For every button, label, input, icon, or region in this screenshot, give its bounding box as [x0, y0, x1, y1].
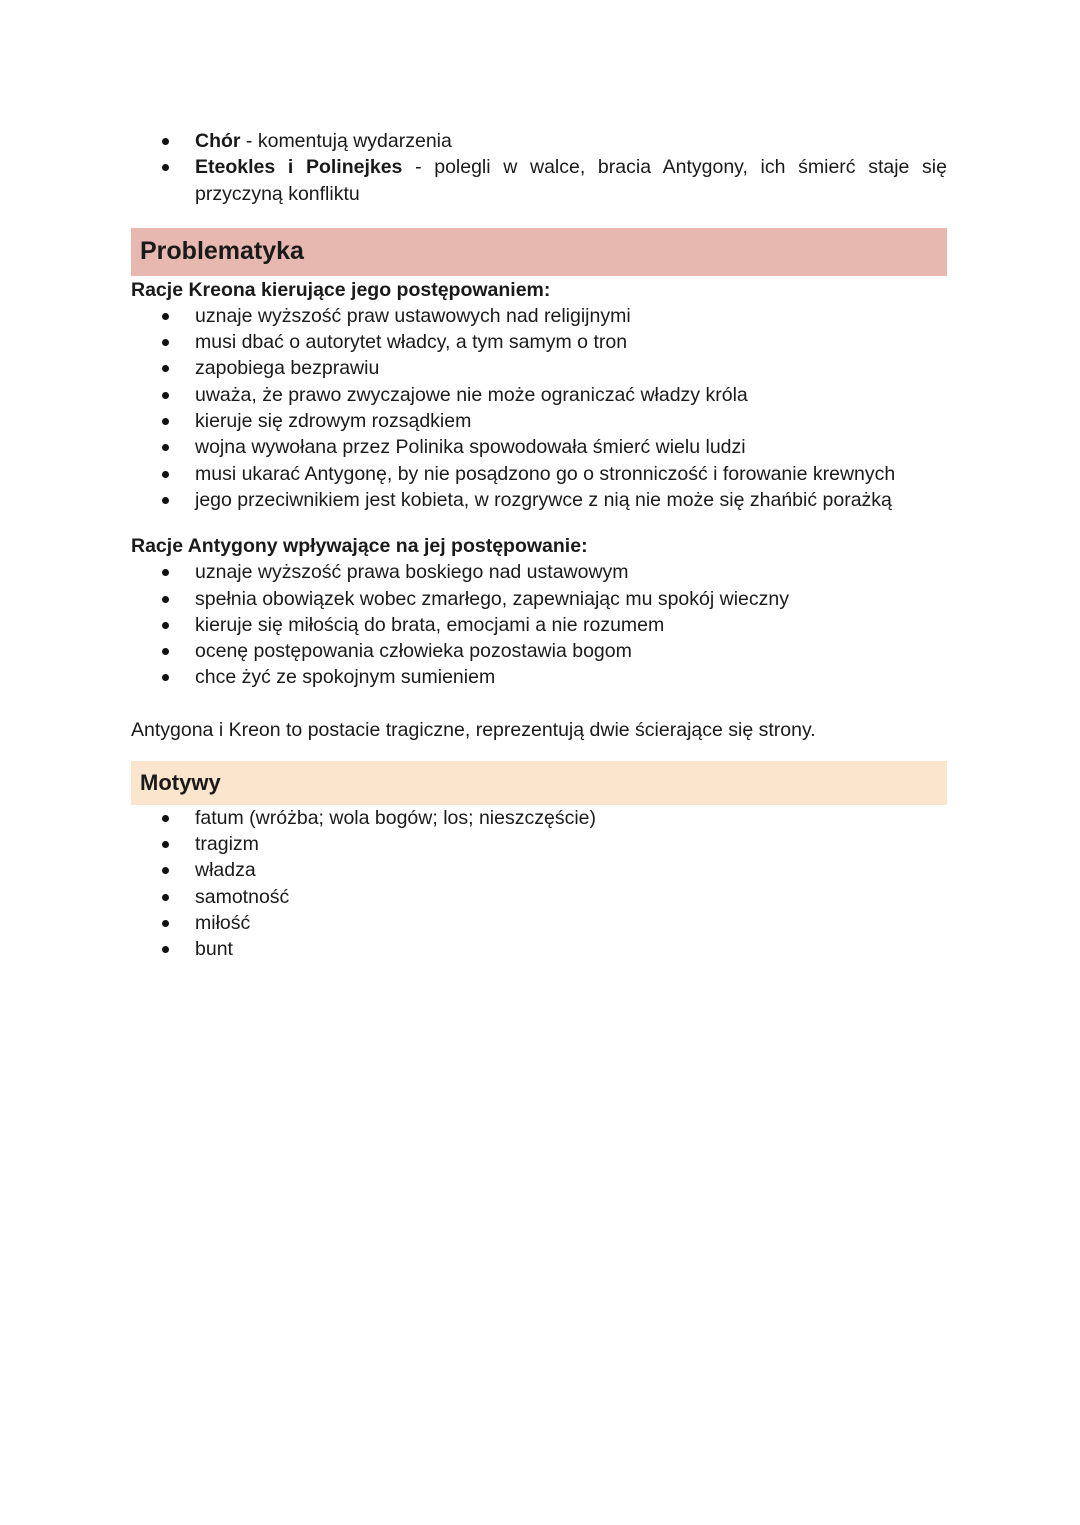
list-item: wojna wywołana przez Polinika spowodowała śmierć wielu ludzi — [195, 434, 947, 460]
kreon-reasons-title: Racje Kreona kierujące jego postępowaniem: — [131, 278, 551, 301]
summary-paragraph: Antygona i Kreon to postacie tragiczne, reprezentują dwie ścierające się strony. — [131, 718, 816, 741]
list-item: jego przeciwnikiem jest kobieta, w rozgrywce z nią nie może się zhańbić porażką — [195, 487, 947, 513]
character-description: polegli w walce, bracia Antygony, ich śmierć staje się przyczyną konfliktu — [195, 156, 947, 205]
character-name: Chór — [195, 130, 241, 152]
character-description: komentują wydarzenia — [257, 130, 452, 152]
list-item — [195, 128, 947, 154]
list-item: kieruje się zdrowym rozsądkiem — [195, 408, 947, 434]
document-page — [131, 128, 947, 963]
list-item: kieruje się miłością do brata, emocjami a nie rozumem — [195, 612, 947, 638]
list-item: bunt — [195, 936, 947, 962]
list-item: uznaje wyższość praw ustawowych nad religijnymi — [195, 303, 947, 329]
list-item: chce żyć ze spokojnym sumieniem — [195, 664, 947, 690]
list-item: zapobiega bezprawiu — [195, 355, 947, 381]
list-item: tragizm — [195, 831, 947, 857]
section-heading-problematyka: Problematyka — [131, 228, 947, 276]
list-item: spełnia obowiązek wobec zmarłego, zapewniając mu spokój wieczny — [195, 586, 947, 612]
motives-list — [131, 805, 947, 963]
list-item: fatum (wróżba; wola bogów; los; nieszczęście) — [195, 805, 947, 831]
list-item: miłość — [195, 910, 947, 936]
list-item: uważa, że prawo zwyczajowe nie może ograniczać władzy króla — [195, 382, 947, 408]
kreon-reasons-list — [131, 303, 947, 513]
list-item — [195, 154, 947, 207]
list-item: musi dbać o autorytet władcy, a tym samym o tron — [195, 329, 947, 355]
list-item: musi ukarać Antygonę, by nie posądzono go o stronniczość i forowanie krewnych — [195, 461, 947, 487]
list-item: ocenę postępowania człowieka pozostawia bogom — [195, 638, 947, 664]
antygona-reasons-list — [131, 559, 947, 690]
separator: - — [402, 156, 435, 179]
list-item: władza — [195, 857, 947, 883]
characters-list — [131, 128, 947, 207]
character-name: Eteokles i Polinejkes — [195, 156, 403, 179]
list-item: uznaje wyższość prawa boskiego nad ustawowym — [195, 559, 947, 585]
section-heading-motywy: Motywy — [131, 761, 947, 805]
list-item: samotność — [195, 884, 947, 910]
antygona-reasons-title: Racje Antygony wpływające na jej postępowanie: — [131, 535, 588, 558]
separator: - — [240, 130, 258, 152]
